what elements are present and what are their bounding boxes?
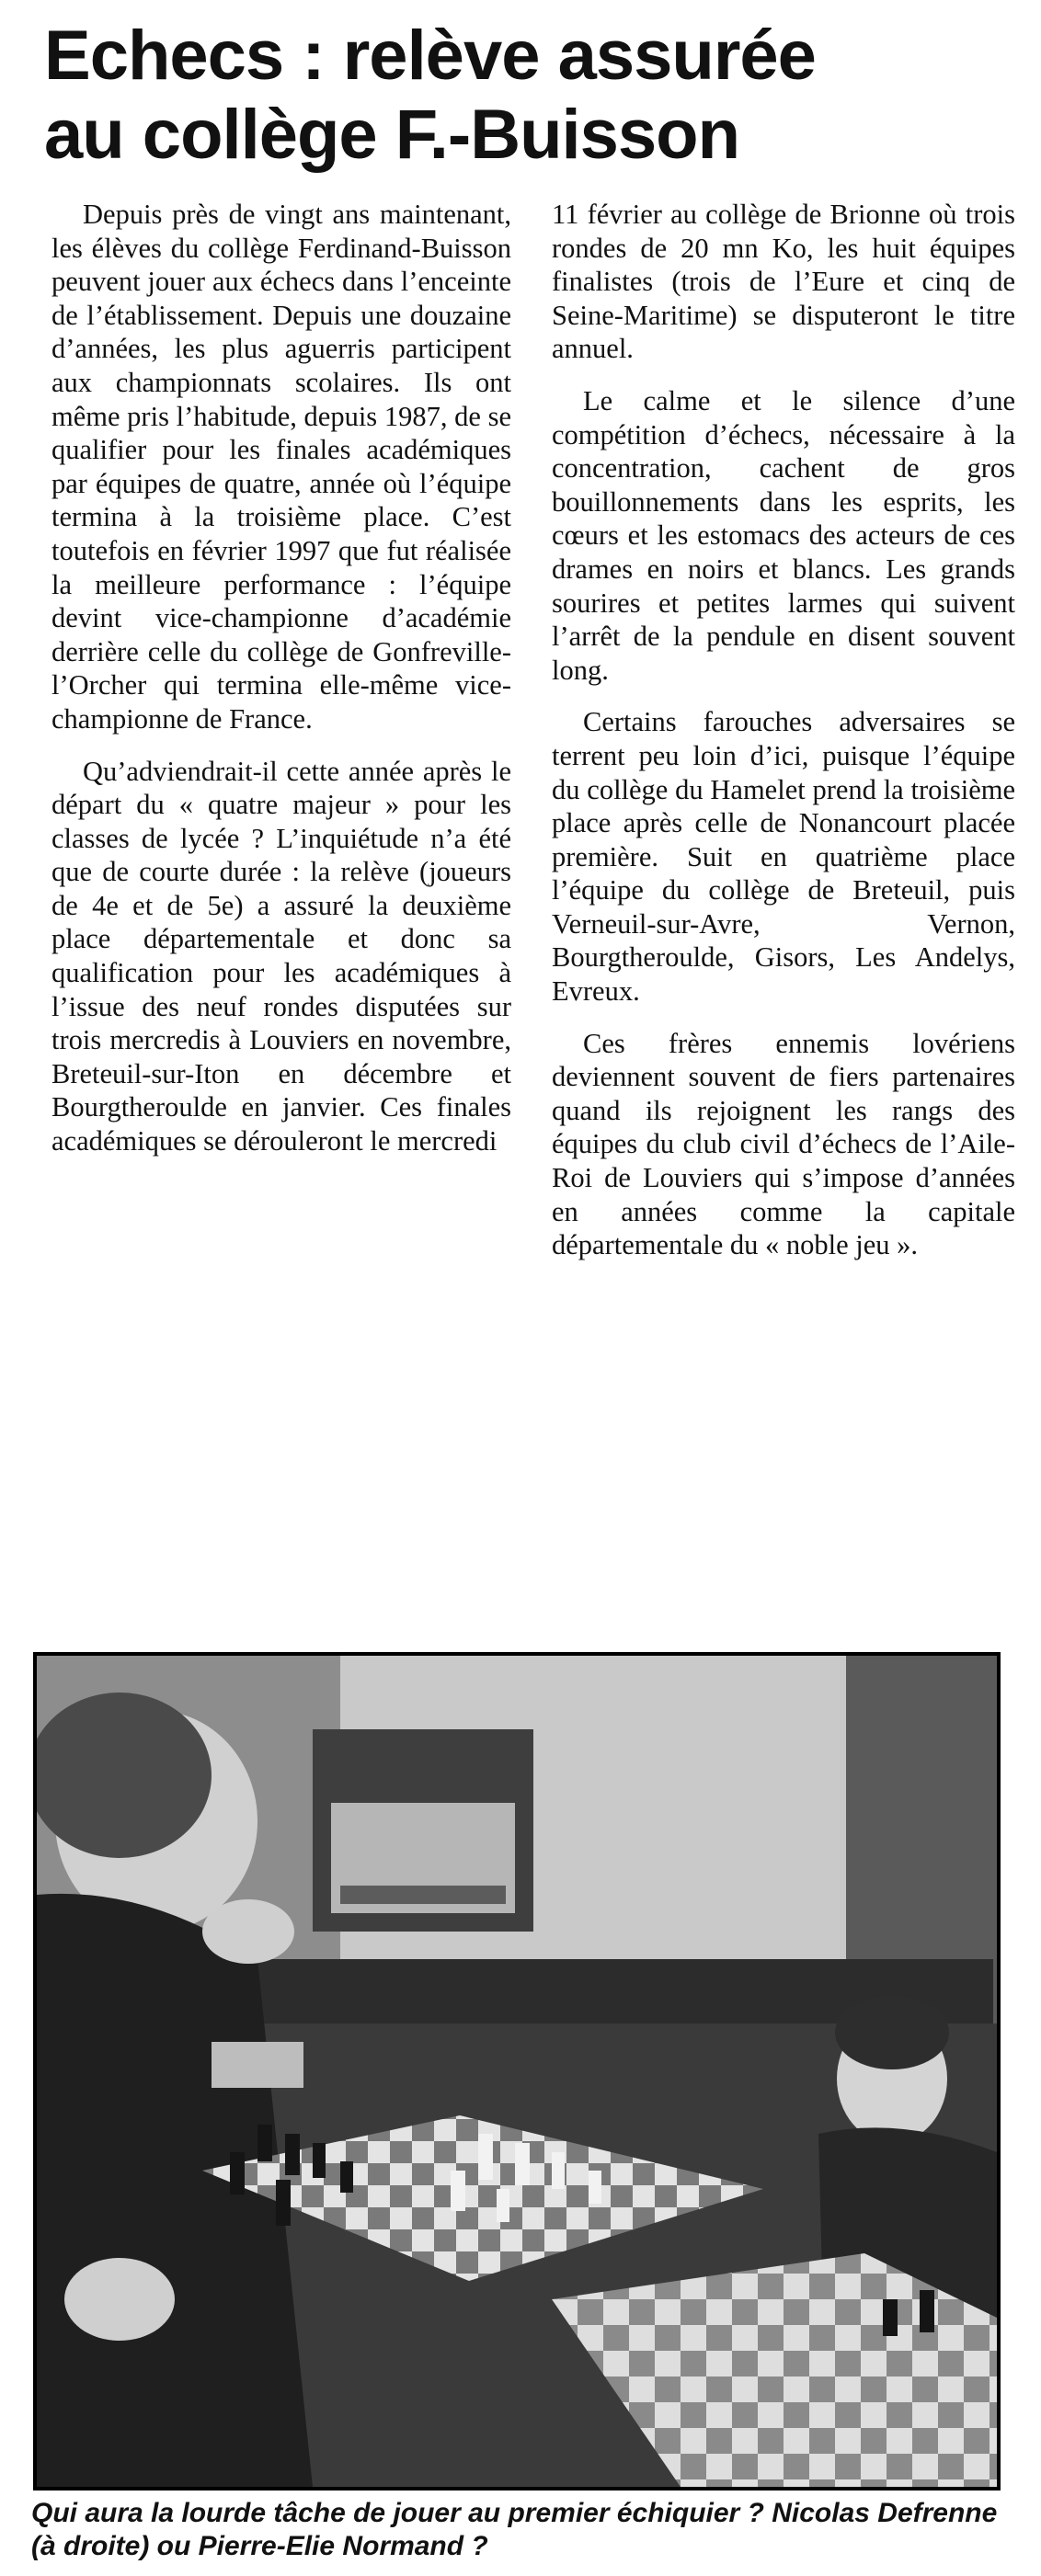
article-paragraph: Depuis près de vingt ans maintenant, les élèves du collège Ferdinand-Buisson peuvent jouer aux échecs dans l’enceinte de l’établissement. Depuis une douzaine d’années, les plus aguerris participent aux championnats scolaires. Ils ont même pris l’habitude, depuis 1987, de se qualifier pour les finales académiques par équipes de quatre, année où l’équipe termina à la troisième place. C’est toutefois en février 1997 que fut réalisée la meilleure performance : l’équipe devint vice-championne d’académie derrière celle du collège de Gonfreville-l’Orcher qui termina elle-même vice-championne de France. <box>51 199 511 735</box>
chess-players-photo <box>37 1656 997 2487</box>
article-column-left <box>51 198 511 1177</box>
article-title <box>44 17 1019 175</box>
article-photo <box>33 1652 1001 2491</box>
article-paragraph: 11 février au collège de Brionne où trois rondes de 20 mn Ko, les huit équipes finalistes (trois de l’Eure et cinq de Seine-Maritime) se disputeront le titre annuel. <box>552 199 1015 365</box>
article-paragraph: Ces frères ennemis lovériens deviennent souvent de fiers partenaires quand ils rejoignent les rangs des équipes du club civil d’échecs de l’Aile-Roi de Louviers qui s’impose d’années en années comme la capitale départementale du « noble jeu ». <box>552 1027 1015 1261</box>
photo-caption <box>31 2497 1015 2563</box>
article-paragraph: Certains farouches adversaires se terrent peu loin d’ici, puisque l’équipe du collège du Hamelet prend la troisième place après celle de Nonancourt placée première. Suit en quatrième place l’équipe du collège de Breteuil, puis Verneuil-sur-Avre, Vernon, Bourgtheroulde, Gisors, Les Andelys, Evreux. <box>552 706 1015 1008</box>
photo-caption-line-2: (à droite) ou Pierre-Elie Normand ? <box>31 2531 488 2561</box>
article-paragraph: Qu’adviendrait-il cette année après le départ du « quatre majeur » pour les classes de lycée ? L’inquiétude n’a été que de courte durée : la relève (joueurs de 4e et de 5e) a assuré la deuxième place départementale et donc sa qualification pour les académiques à l’issue des neuf rondes disputées sur trois mercredis à Louviers en novembre, Breteuil-sur-Iton en décembre et Bourgtheroulde en janvier. Ces finales académiques se dérouleront le mercredi <box>51 755 511 1157</box>
photo-caption-line-1: Qui aura la lourde tâche de jouer au premier échiquier ? Nicolas Defrenne <box>31 2498 998 2528</box>
article-title-line-2: au collège F.-Buisson <box>44 96 740 174</box>
article-paragraph: Le calme et le silence d’une compétition d’échecs, nécessaire à la concentration, cachent de gros bouillonnements dans les esprits, les cœurs et les estomacs des acteurs de ces drames en noirs et blancs. Les grands sourires et petites larmes qui suivent l’arrêt de la pendule en disent souvent long. <box>552 384 1015 686</box>
article-title-line-1: Echecs : relève assurée <box>44 17 816 95</box>
article-column-right <box>552 198 1015 1281</box>
